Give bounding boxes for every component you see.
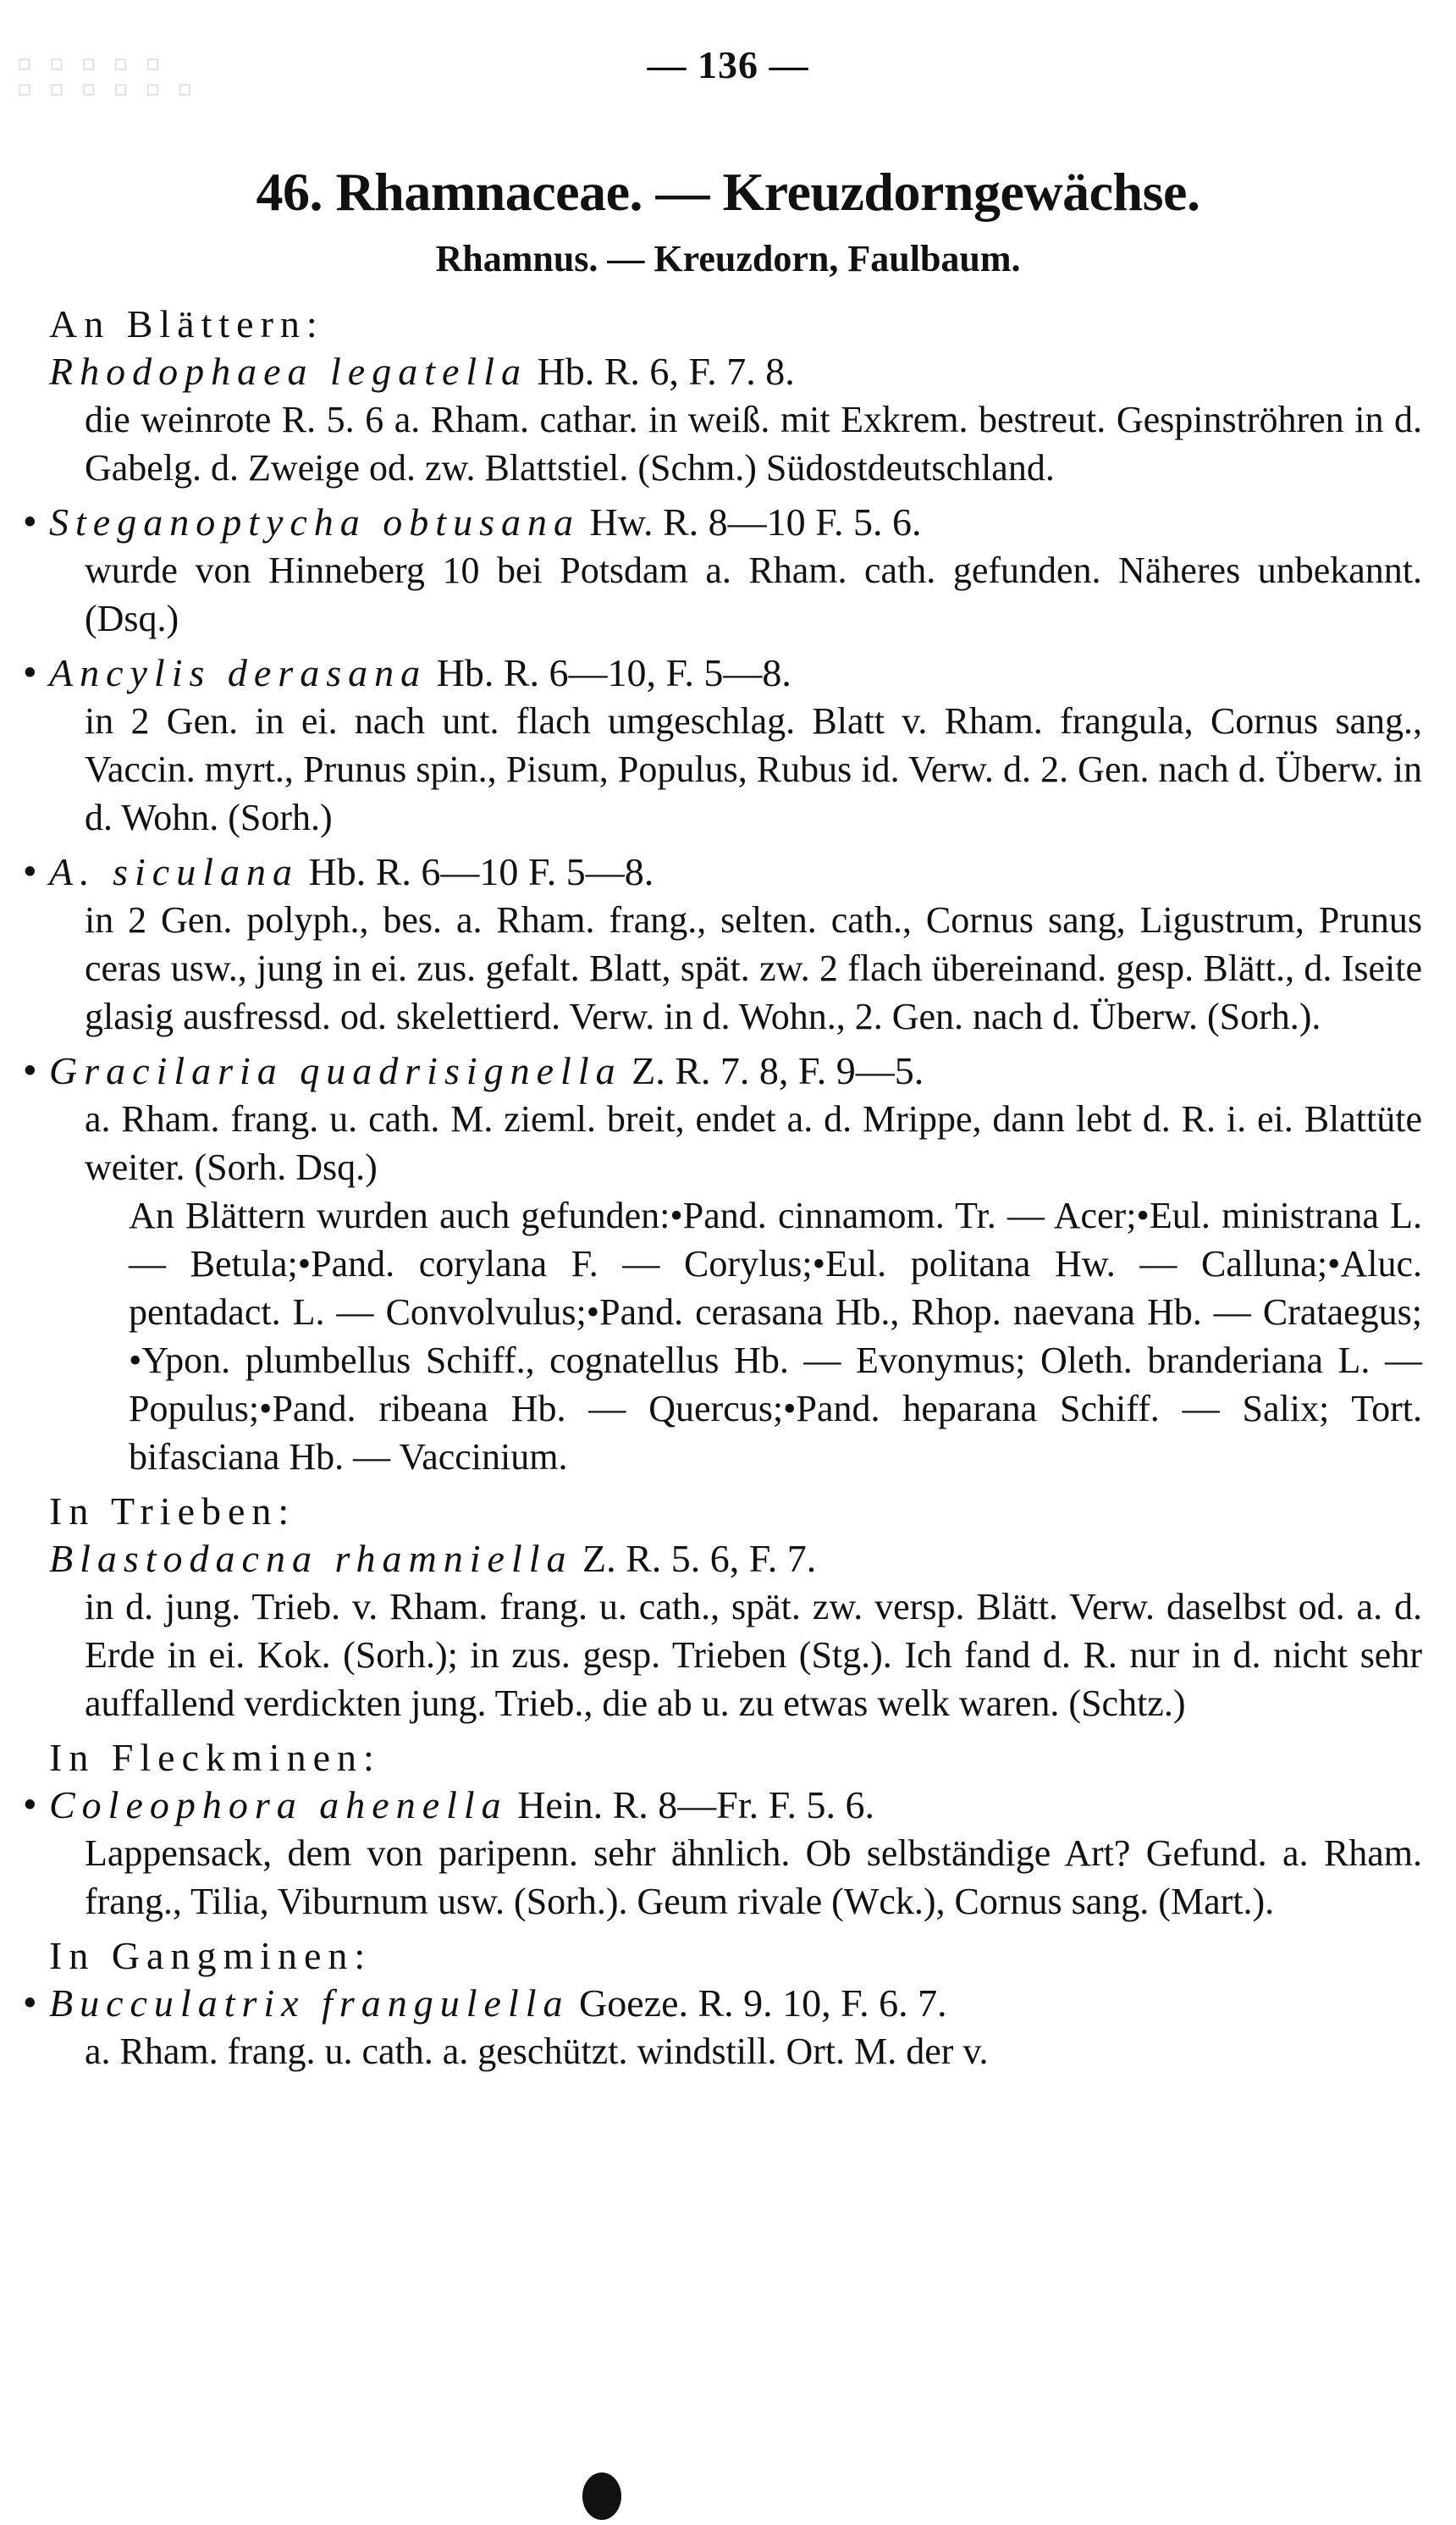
species-line	[24, 499, 1422, 546]
species-description: Lappensack, dem von paripenn. sehr ähnlich. Ob selbständige Art? Gefund. a. Rham. frang., Tilia, Viburnum usw. (Sorh.). Geum rivale (Wck.), Cornus sang. (Mart.).	[85, 1832, 1422, 1922]
species-description: wurde von Hinneberg 10 bei Potsdam a. Rham. cath. gefunden. Näheres unbekannt. (Dsq.)	[85, 550, 1422, 639]
species-line	[24, 1047, 1422, 1095]
species-meta: Hein. R. 8—Fr. F. 5. 6.	[507, 1783, 875, 1826]
species-name: Gracilaria quadrisignella	[49, 1049, 622, 1092]
species-entry	[24, 1047, 1422, 1481]
species-name: Steganoptycha obtusana	[49, 500, 580, 544]
species-meta: Hb. R. 6, F. 7. 8.	[527, 350, 795, 393]
faint-stamp-mark: ▫ ▫ ▫ ▫ ▫ ▫ ▫ ▫ ▫ ▫ ▫	[17, 51, 198, 102]
bullet-marker: •	[24, 654, 36, 693]
species-entry	[24, 649, 1422, 842]
species-meta: Z. R. 7. 8, F. 9—5.	[621, 1049, 924, 1092]
additional-finds-note: An Blättern wurden auch gefunden:•Pand. cinnamom. Tr. — Acer;•Eul. ministrana L. — Betula;•Pand. corylana F. — Corylus;•Eul. politana Hw. — Calluna;•Aluc. pentadact. L. — Convolvulus;•Pand. cerasana Hb., Rhop. naevana Hb. — Crataegus; •Ypon. plumbellus Schiff., cognatellus Hb. — Evonymus; Oleth. branderiana L. — Populus;•Pand. ribeana Hb. — Quercus;•Pand. heparana Schiff. — Salix; Tort. bifasciana Hb. — Vaccinium.	[129, 1195, 1422, 1478]
species-name: A. siculana	[49, 850, 299, 893]
species-description: a. Rham. frang. u. cath. M. zieml. breit, endet a. d. Mrippe, dann lebt d. R. i. ei. Blattüte weiter. (Sorh. Dsq.)	[85, 1098, 1422, 1188]
species-description: die weinrote R. 5. 6 a. Rham. cathar. in weiß. mit Exkrem. bestreut. Gespinströhren in d. Gabelg. d. Zweige od. zw. Blattstiel. (Schm.) Südostdeutschland.	[85, 399, 1422, 489]
species-description: in 2 Gen. in ei. nach unt. flach umgeschlag. Blatt v. Rham. frangula, Cornus sang., Vaccin. myrt., Prunus spin., Pisum, Populus, Rubus id. Verw. d. 2. Gen. nach d. Überw. in d. Wohn. (Sorh.)	[85, 700, 1422, 838]
bullet-marker: •	[24, 503, 36, 542]
species-entry	[34, 348, 1422, 492]
species-name: Coleophora ahenella	[49, 1783, 508, 1826]
species-name: Bucculatrix frangulella	[49, 1981, 570, 2025]
species-description: in 2 Gen. polyph., bes. a. Rham. frang., selten. cath., Cornus sang, Ligustrum, Prunus ceras usw., jung in ei. zus. gefalt. Blatt, spät. zw. 2 flach übereinand. gesp. Blätt., d. Iseite glasig ausfressd. od. skelettierd. Verw. in d. Wohn., 2. Gen. nach d. Überw. (Sorh.).	[85, 899, 1422, 1037]
species-meta: Hw. R. 8—10 F. 5. 6.	[580, 500, 922, 544]
section-heading: In Fleckminen:	[49, 1736, 381, 1779]
species-line	[24, 848, 1422, 896]
page-number: — 136 —	[647, 43, 809, 86]
species-name: Ancylis derasana	[49, 651, 427, 694]
species-meta: Z. R. 5. 6, F. 7.	[572, 1537, 817, 1580]
species-description: in d. jung. Trieb. v. Rham. frang. u. cath., spät. zw. versp. Blätt. Verw. daselbst od. a. d. Erde in ei. Kok. (Sorh.); in zus. gesp. Trieben (Stg.). Ich fand d. R. nur in d. nicht sehr auffallend verdickten jung. Trieb., die ab u. zu etwas welk waren. (Schtz.)	[85, 1586, 1422, 1724]
species-line	[49, 348, 1422, 395]
bullet-marker: •	[24, 1984, 36, 2023]
species-line	[24, 1782, 1422, 1829]
bullet-marker: •	[24, 1786, 36, 1825]
species-line	[24, 1980, 1422, 2027]
species-line	[24, 649, 1422, 697]
genus-title: Rhamnus. — Kreuzdorn, Faulbaum.	[435, 238, 1021, 279]
species-name: Blastodacna rhamniella	[49, 1537, 573, 1580]
family-title: 46. Rhamnaceae. — Kreuzdorngewächse.	[256, 162, 1200, 222]
species-entry	[34, 1535, 1422, 1727]
species-entry	[24, 848, 1422, 1041]
species-name: Rhodophaea legatella	[49, 350, 527, 393]
section-heading: An Blättern:	[49, 302, 324, 345]
species-description: a. Rham. frang. u. cath. a. geschützt. windstill. Ort. M. der v.	[85, 2030, 989, 2072]
species-meta: Hb. R. 6—10 F. 5—8.	[298, 850, 654, 893]
section-heading: In Gangminen:	[49, 1934, 372, 1977]
species-entry	[24, 1782, 1422, 1926]
bullet-marker: •	[24, 1052, 36, 1091]
species-meta: Goeze. R. 9. 10, F. 6. 7.	[569, 1981, 947, 2025]
species-line	[49, 1535, 1422, 1583]
section-heading: In Trieben:	[49, 1489, 296, 1533]
page-content	[24, 301, 1422, 2075]
ink-blot	[582, 2473, 621, 2520]
species-entry	[24, 499, 1422, 643]
species-entry	[24, 1980, 1422, 2075]
species-meta: Hb. R. 6—10, F. 5—8.	[427, 651, 791, 694]
bullet-marker: •	[24, 853, 36, 892]
